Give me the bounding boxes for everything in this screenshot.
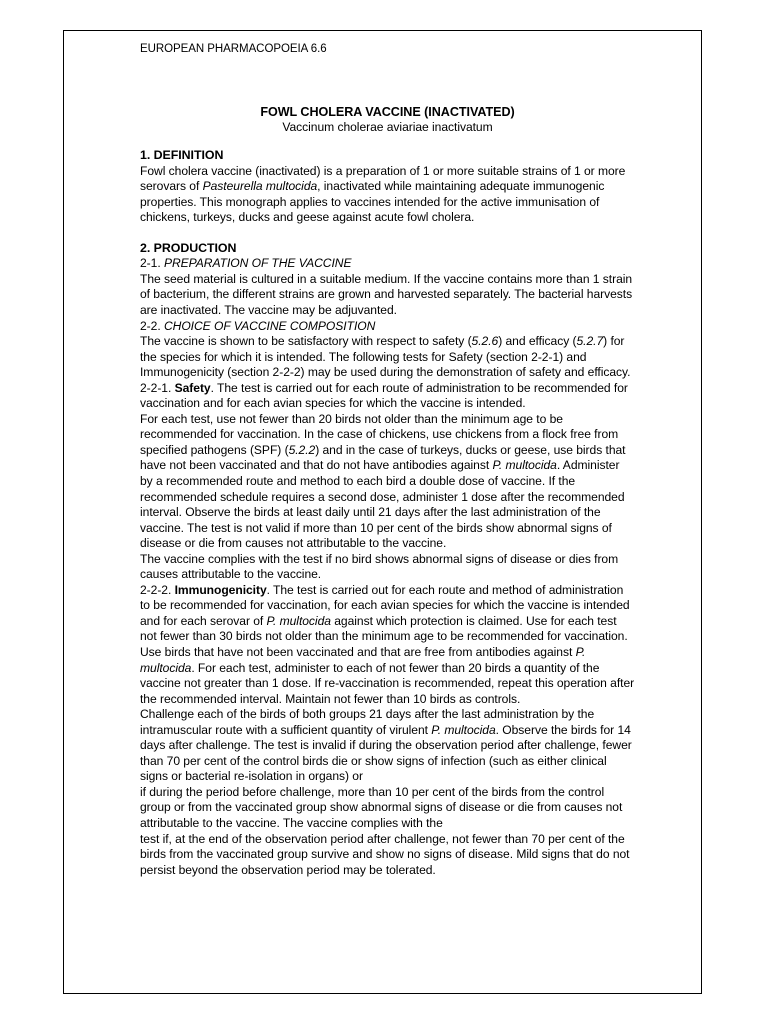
text-run: The vaccine is shown to be satisfactory with respect to safety (: [140, 334, 472, 349]
text-run: ) and efficacy (: [498, 334, 577, 349]
subsection-number: 2-1.: [140, 256, 164, 271]
definition-paragraph: [140, 164, 635, 226]
text-run: . The test is carried out for each route of administration to be recommended for vaccination and for each avian species for which the vaccine is intended.: [140, 380, 628, 411]
organism-name: P. multocida: [431, 722, 496, 737]
text-run: . The test is carried out for each route and method of administration to be recommended for vaccination, for each avian species for which the vaccine is intended and for each serovar of: [140, 582, 630, 628]
challenge-validity-paragraph: if during the period before challenge, more than 10 per cent of the birds from the control group or from the vaccinated group show abnormal signs of disease or die from causes not attributable to the vaccine. The vaccine complies with the: [140, 784, 623, 831]
subsection-heading-composition: [140, 319, 635, 335]
organism-name: Pasteurella multocida: [202, 179, 318, 194]
text-run: against which protection is claimed. Use for each test not fewer than 30 birds not older than the minimum age to be recommended for vaccination. Use birds that have not been vaccinated and that are free from antibodies against: [140, 613, 628, 659]
text-run: Challenge each of the birds of both groups 21 days after the last administration by the intramuscular route with a sufficient quantity of virulent: [140, 707, 595, 737]
safety-test-paragraph: [140, 412, 635, 552]
text-run: Fowl cholera vaccine (inactivated) is a preparation of 1 or more suitable strains of 1 or more serovars of: [140, 163, 626, 194]
organism-name: P. multocida: [266, 613, 331, 628]
subsection-heading-preparation: [140, 256, 635, 272]
safety-compliance-paragraph: The vaccine complies with the test if no bird shows abnormal signs of disease or dies from causes attributable to the vaccine.: [140, 551, 619, 582]
cross-reference: 5.2.6: [471, 334, 499, 349]
subsection-number: 2-2-1.: [140, 380, 175, 395]
subsection-title: CHOICE OF VACCINE COMPOSITION: [163, 318, 376, 333]
organism-name: P. multocida: [140, 645, 586, 675]
subsection-title-safety: Safety: [174, 380, 211, 395]
section-heading-production: 2. PRODUCTION: [140, 240, 237, 255]
text-run: ) and in the case of turkeys, ducks or geese, use birds that have not been vaccinated and that do not have antibodies against: [140, 442, 626, 473]
subsection-number: 2-2-2.: [140, 582, 175, 597]
text-run: . For each test, administer to each of not fewer than 20 birds a quantity of the vaccine not greater than 1 dose. If re-vaccination is recommended, repeat this operation after the recommended interval. Maintain not fewer than 10 birds as controls.: [140, 660, 635, 706]
subsection-title-immunogenicity: Immunogenicity: [174, 582, 267, 597]
challenge-paragraph: [140, 707, 635, 785]
composition-paragraph: [140, 334, 635, 381]
text-run: . Observe the birds for 14 days after challenge. The test is invalid if during the observation period after challenge, fewer than 70 per cent of the control birds die or show signs of infection (such as either clinical signs or bacterial re-isolation in organs) or: [140, 722, 632, 784]
preparation-paragraph: The seed material is cultured in a suitable medium. If the vaccine contains more than 1 strain of bacterium, the different strains are grown and harvested separately. The bacterial harvests are inactivated. The vaccine may be adjuvanted.: [140, 271, 633, 317]
document-body: [140, 42, 635, 878]
monograph-title: FOWL CHOLERA VACCINE (INACTIVATED): [260, 104, 515, 119]
running-header: EUROPEAN PHARMACOPOEIA 6.6: [140, 43, 327, 55]
text-run: ) for the species for which it is intended. The following tests for Safety (section 2-2-1) and Immunogenicity (section 2-2-2) may be used during the demonstration of safety and efficacy.: [140, 334, 631, 380]
text-run: , inactivated while maintaining adequate immunogenic properties. This monograph applies to vaccines intended for the active immunisation of chickens, turkeys, ducks and geese against acute fowl cholera.: [140, 179, 605, 225]
subsection-number: 2-2.: [140, 318, 164, 333]
section-heading-definition: 1. DEFINITION: [140, 148, 224, 163]
text-run: For each test, use not fewer than 20 birds not older than the minimum age to be recommended for vaccination. In the case of chickens, use chickens from a flock free from specified pathogens (SPF) (: [140, 411, 619, 457]
text-run: . Administer by a recommended route and method to each bird a double dose of vaccine. If the recommended schedule requires a second dose, administer 1 dose after the recommended interval. Observe the birds at least daily until 21 days after the last administration of the vaccine. The test is not valid if more than 10 per cent of the birds show abnormal signs of disease or die from causes not attributable to the vaccine.: [140, 458, 625, 551]
safety-paragraph: [140, 381, 635, 412]
immunogenicity-paragraph: [140, 583, 635, 707]
latin-title: Vaccinum cholerae aviariae inactivatum: [282, 119, 493, 134]
organism-name: P. multocida: [492, 458, 557, 473]
cross-reference: 5.2.2: [288, 442, 316, 457]
cross-reference: 5.2.7: [576, 334, 604, 349]
subsection-title: PREPARATION OF THE VACCINE: [163, 256, 352, 271]
title-block: [140, 105, 635, 136]
challenge-compliance-paragraph: test if, at the end of the observation period after challenge, not fewer than 70 per cent of the birds from the vaccinated group survive and show no signs of disease. Mild signs that do not persist beyond the observation period may be tolerated.: [140, 831, 630, 877]
